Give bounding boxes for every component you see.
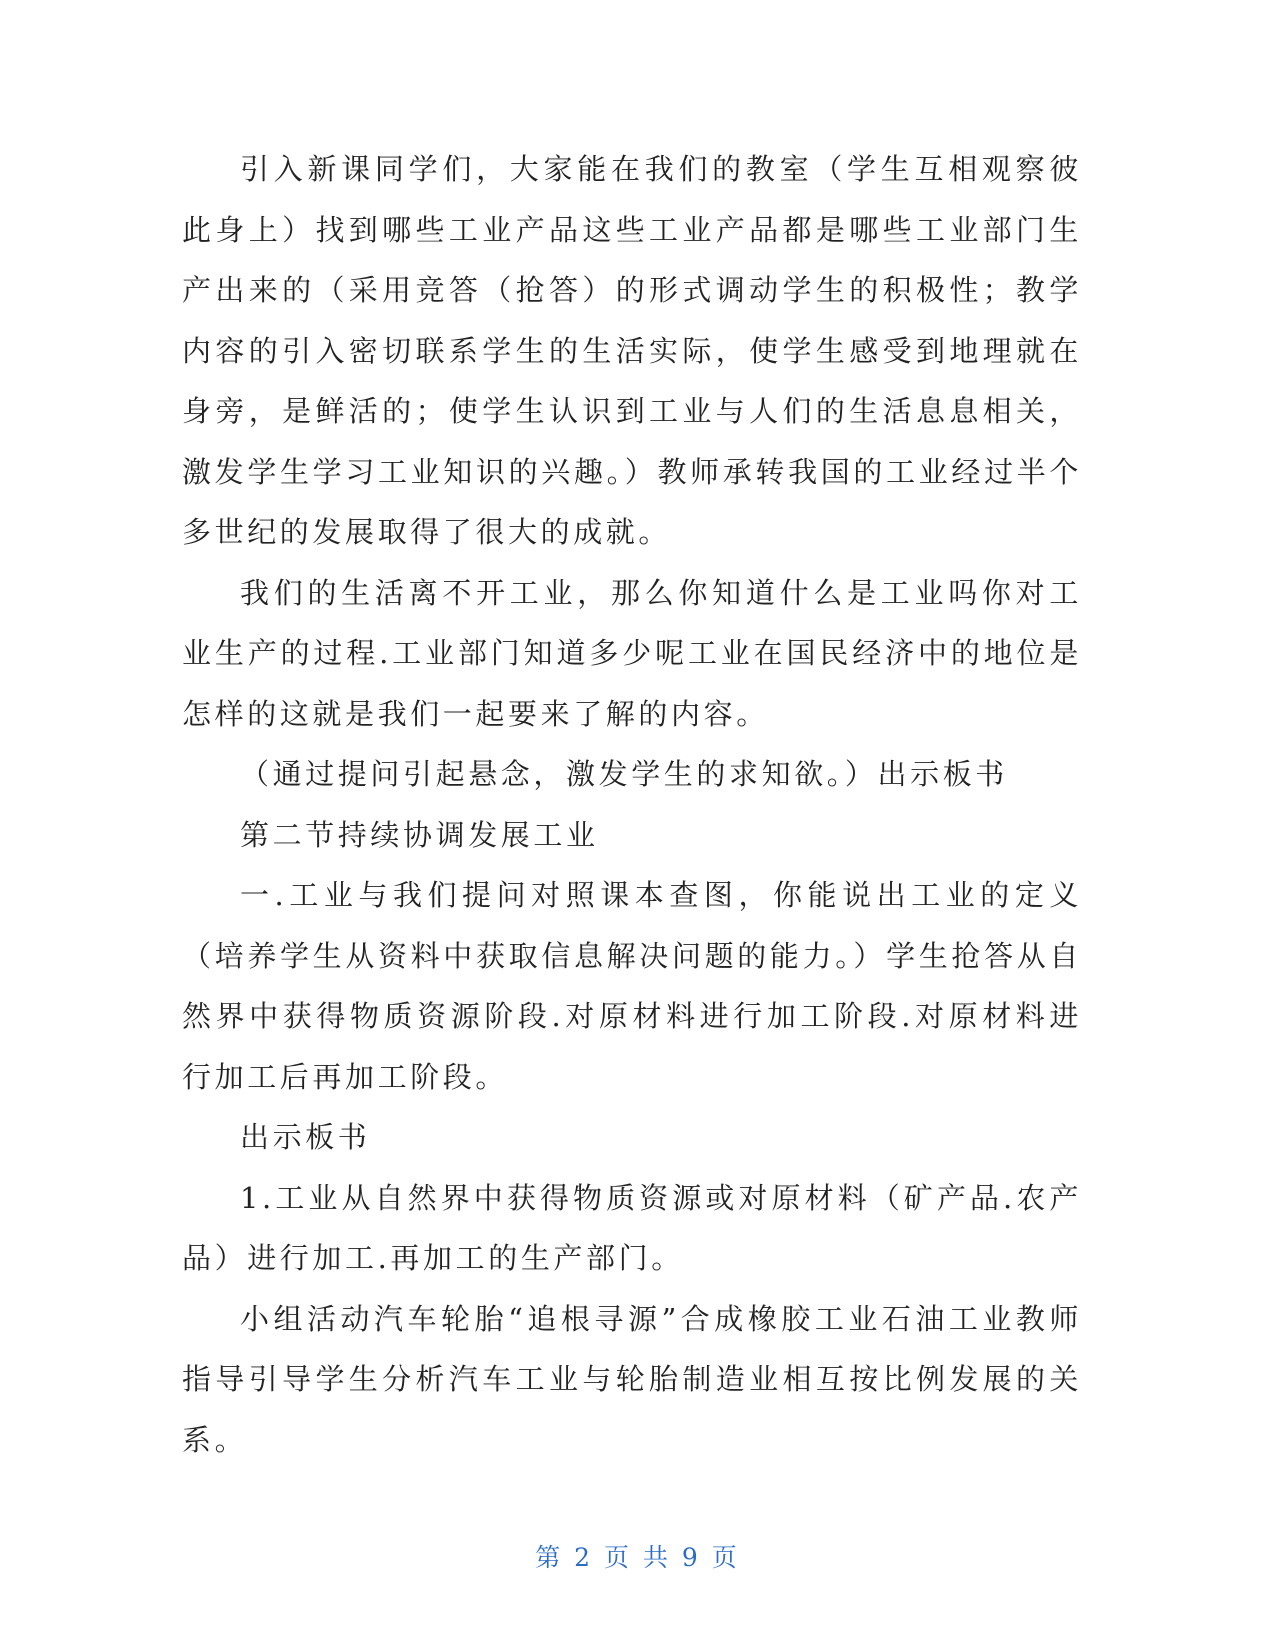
paragraph-board-note: （通过提问引起悬念，激发学生的求知欲。）出示板书 [240,757,1008,791]
section-heading: 第二节持续协调发展工业 [240,817,599,852]
document-body [182,139,1082,1470]
paragraph-definition-item-1: 1.工业从自然界中获得物质资源或对原材料（矿产品.农产品）进行加工.再加工的生产部门。 [182,1180,1082,1275]
page-number-footer: 第 2 页 共 9 页 [535,1543,740,1572]
paragraph-definition: 一.工业与我们提问对照课本查图，你能说出工业的定义（培养学生从资料中获取信息解决问题的能力。）学生抢答从自然界中获得物质资源阶段.对原材料进行加工阶段.对原材料进行加工后再加工阶段。 [182,878,1082,1094]
paragraph-industry-question: 我们的生活离不开工业，那么你知道什么是工业吗你对工业生产的过程.工业部门知道多少呢工业在国民经济中的地位是怎样的这就是我们一起要来了解的内容。 [182,575,1082,731]
paragraph-intro: 引入新课同学们，大家能在我们的教室（学生互相观察彼此身上）找到哪些工业产品这些工业产品都是哪些工业部门生产出来的（采用竞答（抢答）的形式调动学生的积极性；教学内容的引入密切联系学生的生活实际，使学生感受到地理就在身旁，是鲜活的；使学生认识到工业与人们的生活息息相关，激发学生学习工业知识的兴趣。）教师承转我国的工业经过半个多世纪的发展取得了很大的成就。 [182,152,1082,549]
paragraph-show-board: 出示板书 [240,1120,371,1154]
document-page [182,0,1082,1650]
paragraph-group-activity: 小组活动汽车轮胎“追根寻源”合成橡胶工业石油工业教师指导引导学生分析汽车工业与轮胎制造业相互按比例发展的关系。 [182,1301,1082,1457]
